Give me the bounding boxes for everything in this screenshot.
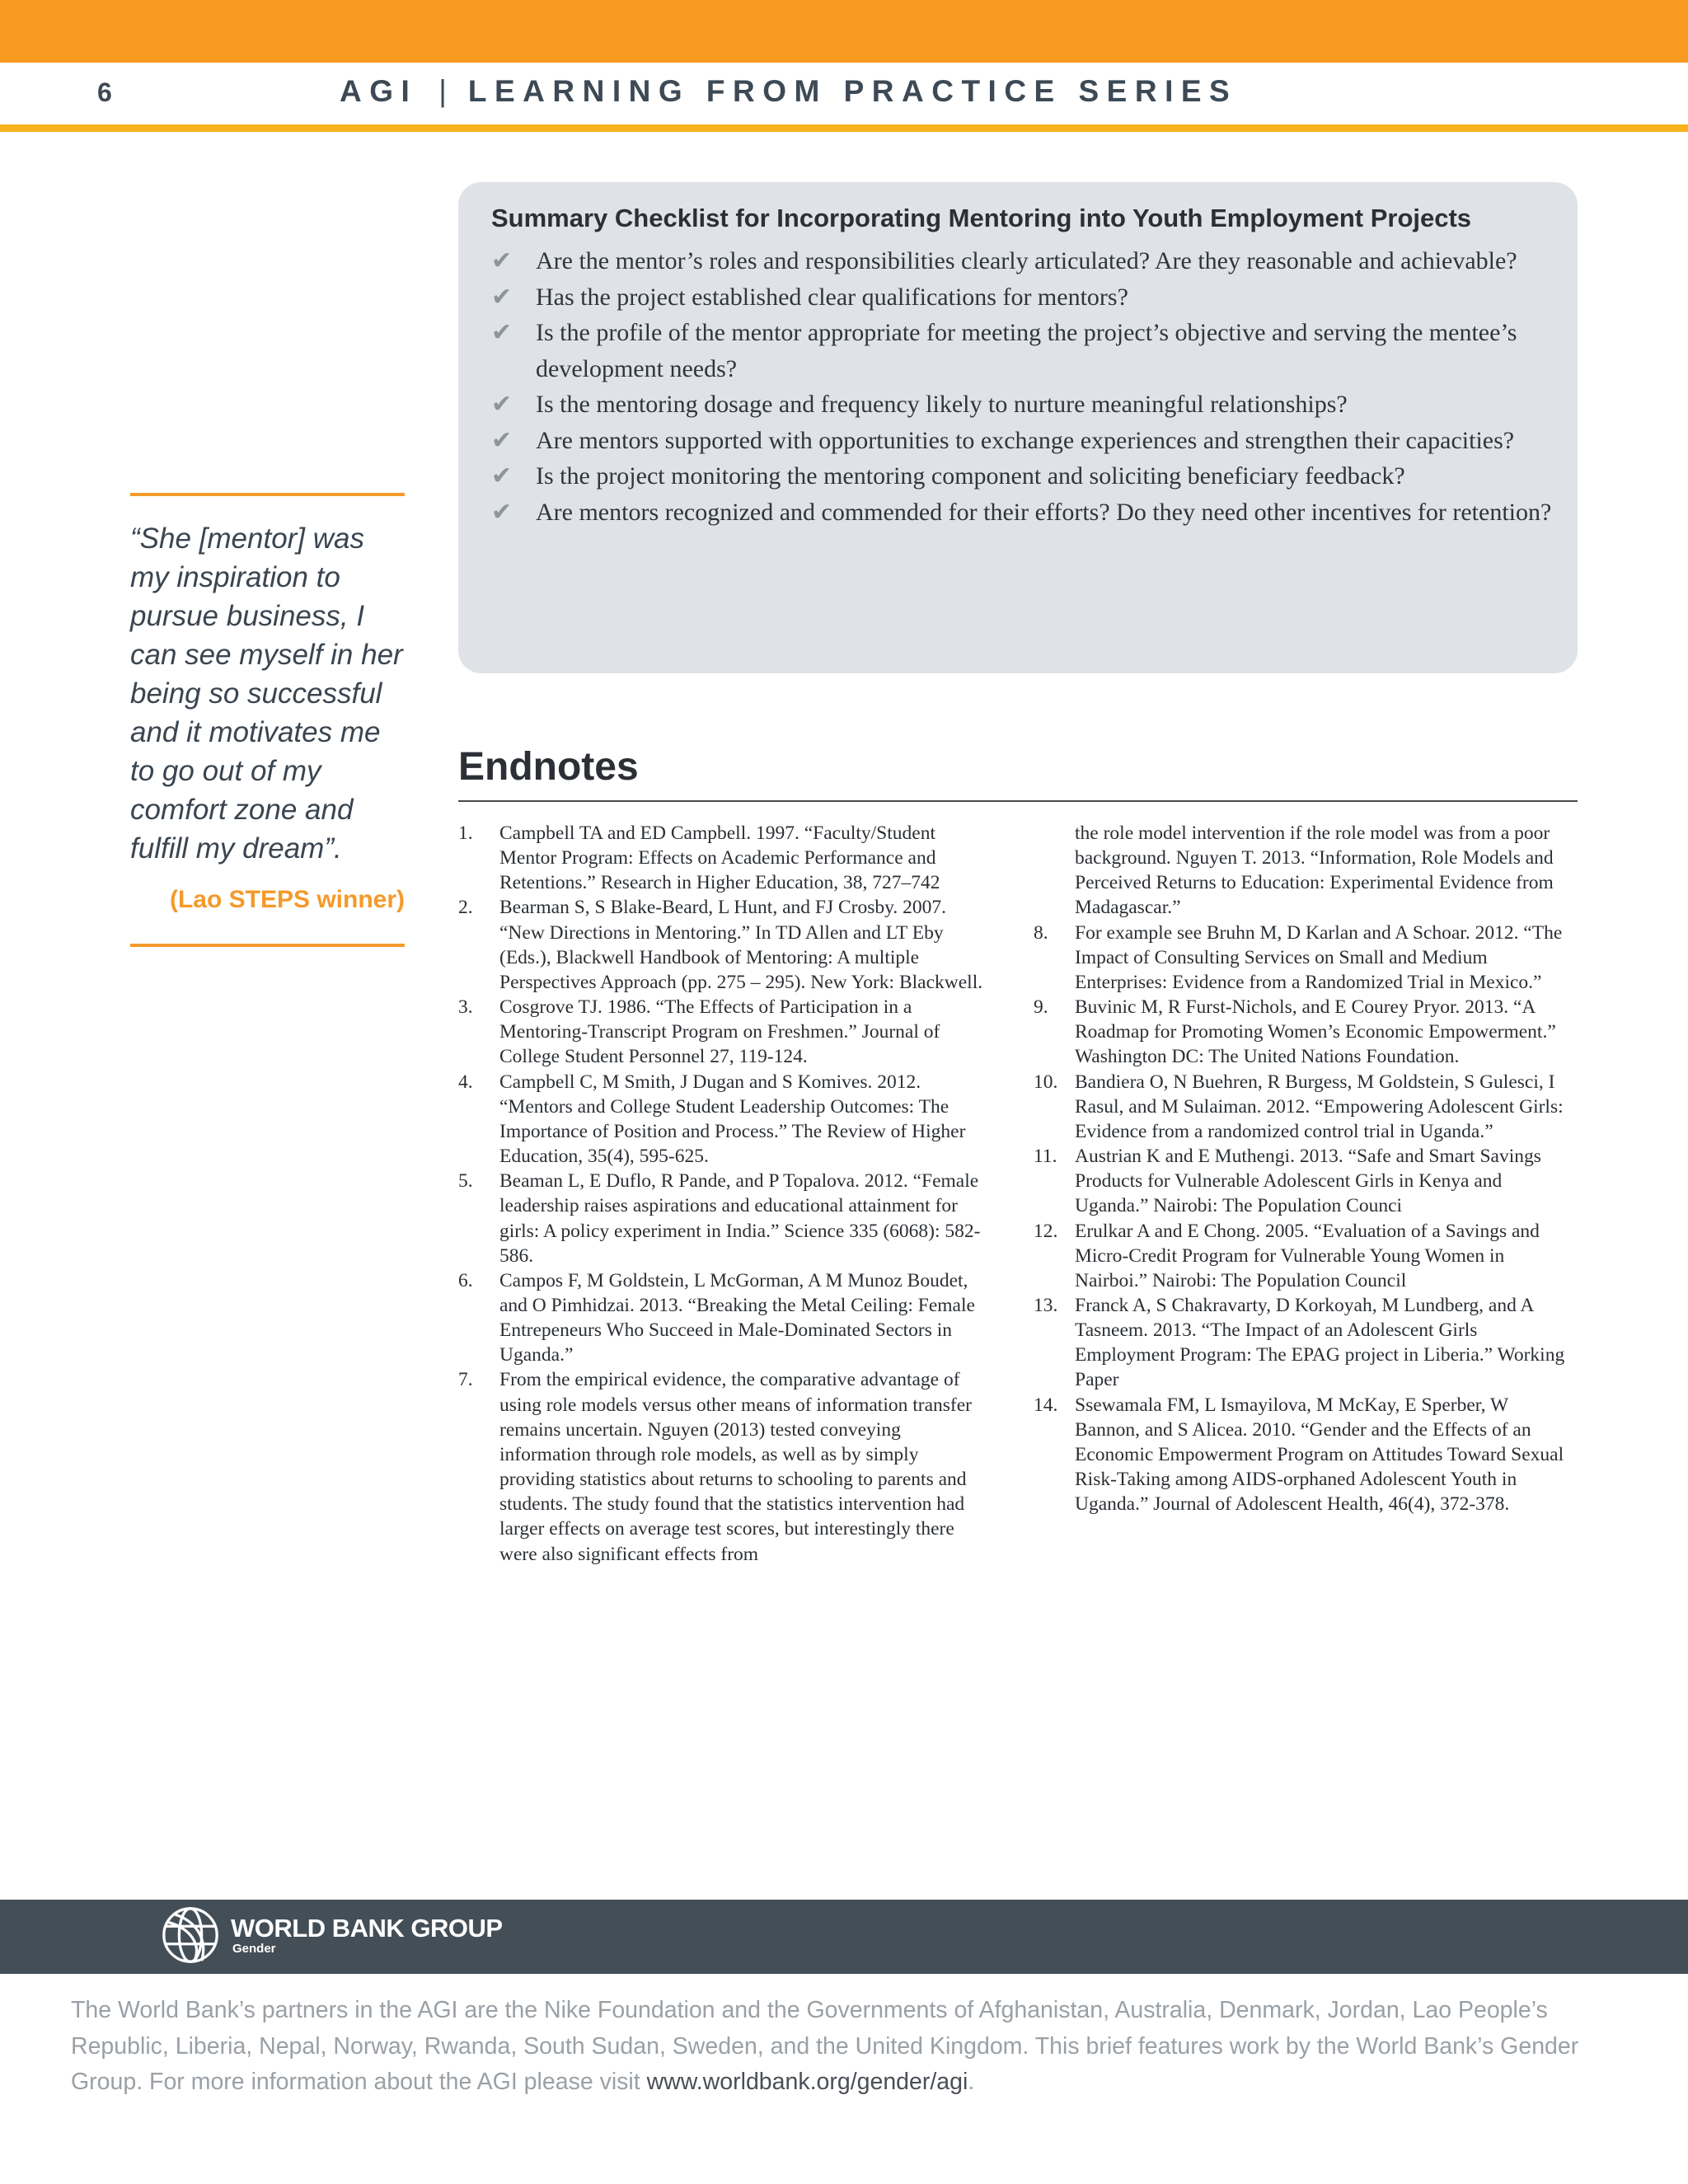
endnote-number: 7.	[458, 1369, 473, 1391]
endnote	[458, 995, 994, 1069]
endnote	[458, 1169, 994, 1268]
endnote	[1034, 1293, 1569, 1393]
endnote-text: Austrian K and E Muthengi. 2013. “Safe and Smart Savings Products for Vulnerable Adolescent Girls in Kenya and Uganda.” Nairobi: The Population Counci	[1075, 1146, 1541, 1217]
checklist-item-text: Is the profile of the mentor appropriate for meeting the project’s objective and serving the mentee’s development needs?	[536, 319, 1517, 382]
check-mark-icon: ✔	[491, 425, 513, 455]
endnote-text: From the empirical evidence, the comparative advantage of using role models versus other means of information transfer remains uncertain. Nguyen (2013) tested conveying information through role models, as well as by simply providing statistics about returns to schooling to parents and students. The study found that the statistics intervention had larger effects on average test scores, but interestingly there were also significant effects from	[499, 1369, 972, 1565]
checklist-item	[491, 494, 1553, 531]
endnote-text: Beaman L, E Duflo, R Pande, and P Topalova. 2012. “Female leadership raises aspirations and educational attainment for girls: A policy experiment in India.” Science 335 (6068): 582-586.	[499, 1170, 981, 1267]
endnote	[1034, 1070, 1569, 1144]
endnote-number: 13.	[1034, 1294, 1058, 1316]
top-color-band	[0, 0, 1688, 63]
checklist-item	[491, 387, 1553, 423]
endnote-number: 12.	[1034, 1220, 1058, 1242]
endnote-number: 3.	[458, 996, 473, 1019]
endnote-number: 11.	[1034, 1146, 1057, 1168]
check-mark-icon: ✔	[491, 246, 513, 275]
endnote-text: Cosgrove TJ. 1986. “The Effects of Participation in a Mentoring-Transcript Program on Freshmen.” Journal of College Student Personnel 27, 119-124.	[499, 996, 940, 1068]
check-mark-icon: ✔	[491, 390, 513, 419]
check-mark-icon: ✔	[491, 497, 513, 527]
quote-text: “She [mentor] was my inspiration to pursue business, I can see myself in her being so successful and it motivates me to go out of my comfort zone and fulfill my dream”.	[130, 523, 403, 865]
endnote	[1034, 921, 1569, 995]
endnote	[458, 821, 994, 895]
footer-end: .	[968, 2069, 975, 2095]
endnote-number: 8.	[1034, 921, 1048, 944]
org-name: WORLD BANK GROUP	[231, 1914, 503, 1943]
header-rule	[0, 124, 1688, 132]
endnote	[1034, 1219, 1569, 1293]
footer-text	[71, 1993, 1637, 2101]
checklist-item	[491, 315, 1553, 387]
series-org: AGI	[340, 74, 418, 108]
series-title	[340, 74, 1237, 109]
endnote-number: 9.	[1034, 996, 1048, 1019]
endnote-number: 4.	[458, 1071, 473, 1093]
endnotes-column-right	[1034, 821, 1569, 1516]
endnote-number: 6.	[458, 1269, 473, 1291]
series-name: LEARNING FROM PRACTICE SERIES	[467, 74, 1238, 108]
endnote-text: Bandiera O, N Buehren, R Burgess, M Goldstein, S Gulesci, I Rasul, and M Sulaiman. 2012. “Empowering Adolescent Girls: Evidence from a randomized control trial in Uganda.”	[1075, 1071, 1564, 1142]
endnote	[458, 1268, 994, 1368]
quote-attribution: (Lao STEPS winner)	[169, 886, 405, 913]
endnote-text: the role model intervention if the role model was from a poor background. Nguyen T. 2013. “Information, Role Models and Perceived Returns to Education: Experimental Evidence from Madagascar.”	[1075, 823, 1554, 919]
footer-body: The World Bank’s partners in the AGI are the Nike Foundation and the Governments of Afghanistan, Australia, Denmark, Jordan, Lao People’s Republic, Liberia, Nepal, Norway, Rwanda, South Sudan, Sweden, and the United Kingdom. This brief features work by the World Bank’s Gender Group. For more information about the AGI please visit	[71, 1997, 1579, 2095]
quote-bottom-rule	[130, 944, 405, 947]
page-number: 6	[97, 77, 112, 107]
pull-quote	[130, 493, 405, 947]
checklist-item	[491, 279, 1553, 316]
endnote	[458, 1367, 994, 1566]
endnote-text: Campbell C, M Smith, J Dugan and S Komives. 2012. “Mentors and College Student Leadership Outcomes: The Importance of Position and Process.” The Review of Higher Education, 35(4), 595-625.	[499, 1071, 966, 1168]
endnote-text: Campbell TA and ED Campbell. 1997. “Faculty/Student Mentor Program: Effects on Academic Performance and Retentions.” Research in Higher Education, 38, 727–742	[499, 823, 940, 894]
checklist-item-text: Are mentors recognized and commended for their efforts? Do they need other incentives for retention?	[536, 498, 1552, 526]
endnotes-column-left	[458, 821, 994, 1567]
check-mark-icon: ✔	[491, 462, 513, 490]
endnote-number: 10.	[1034, 1071, 1058, 1093]
endnote	[458, 1070, 994, 1169]
checklist-item	[491, 458, 1553, 494]
endnote-text: Campos F, M Goldstein, L McGorman, A M Munoz Boudet, and O Pimhidzai. 2013. “Breaking the Metal Ceiling: Female Entrepeneurs Who Succeed in Male-Dominated Sectors in Uganda.”	[499, 1269, 975, 1366]
summary-checklist	[458, 182, 1578, 673]
endnote-number: 14.	[1034, 1394, 1058, 1416]
series-separator: |	[438, 74, 447, 108]
endnote-text: Buvinic M, R Furst-Nichols, and E Courey Pryor. 2013. “A Roadmap for Promoting Women’s Economic Empowerment.” Washington DC: The United Nations Foundation.	[1075, 996, 1556, 1068]
checklist-item	[491, 243, 1553, 279]
endnote-text: For example see Bruhn M, D Karlan and A Schoar. 2012. “The Impact of Consulting Services on Small and Medium Enterprises: Evidence from a Randomized Trial in Mexico.”	[1075, 921, 1563, 993]
checklist-items	[491, 243, 1553, 530]
endnote-text: Franck A, S Chakravarty, D Korkoyah, M Lundberg, and A Tasneem. 2013. “The Impact of an Adolescent Girls Employment Program: The EPAG project in Liberia.” Working Paper	[1075, 1294, 1565, 1391]
check-mark-icon: ✔	[491, 282, 513, 312]
checklist-item-text: Are mentors supported with opportunities to exchange experiences and strengthen their capacities?	[536, 426, 1515, 454]
endnote-number: 5.	[458, 1170, 473, 1193]
endnotes-rule	[458, 800, 1578, 802]
checklist-item	[491, 423, 1553, 459]
checklist-item-text: Is the project monitoring the mentoring component and soliciting beneficiary feedback?	[536, 462, 1405, 490]
endnote	[1034, 1144, 1569, 1218]
endnote	[458, 895, 994, 995]
checklist-item-text: Has the project established clear qualifications for mentors?	[536, 283, 1128, 311]
endnote-number: 2.	[458, 897, 473, 919]
world-bank-globe-icon	[158, 1903, 223, 1967]
checklist-item-text: Is the mentoring dosage and frequency likely to nurture meaningful relationships?	[536, 391, 1348, 418]
endnote-text: Bearman S, S Blake-Beard, L Hunt, and FJ Crosby. 2007. “New Directions in Mentoring.” In TD Allen and LT Eby (Eds.), Blackwell Handbook of Mentoring: A multiple Perspectives Approach (pp. 275 – 295). New York: Blackwell.	[499, 897, 983, 993]
endnote-number: 1.	[458, 823, 473, 844]
agi-link[interactable]: www.worldbank.org/gender/agi	[646, 2069, 968, 2095]
quote-top-rule	[130, 493, 405, 496]
checklist-title: Summary Checklist for Incorporating Mentoring into Youth Employment Projects	[491, 204, 1472, 232]
endnote-text: Erulkar A and E Chong. 2005. “Evaluation of a Savings and Micro-Credit Program for Vulnerable Young Women in Nairboi.” Nairobi: The Population Council	[1075, 1220, 1540, 1291]
checklist-item-text: Are the mentor’s roles and responsibilities clearly articulated? Are they reasonable and achievable?	[536, 247, 1517, 274]
endnotes-heading: Endnotes	[458, 745, 639, 789]
endnote-text: Ssewamala FM, L Ismayilova, M McKay, E Sperber, W Bannon, and S Alicea. 2010. “Gender and the Effects of an Economic Empowerment Program on Attitudes Toward Sexual Risk-Taking among AIDS-orphaned Adolescent Youth in Uganda.” Journal of Adolescent Health, 46(4), 372-378.	[1075, 1394, 1564, 1516]
org-subtitle: Gender	[232, 1942, 276, 1956]
check-mark-icon: ✔	[491, 318, 513, 347]
endnote	[1034, 821, 1569, 921]
endnote	[1034, 1393, 1569, 1517]
endnote	[1034, 995, 1569, 1069]
